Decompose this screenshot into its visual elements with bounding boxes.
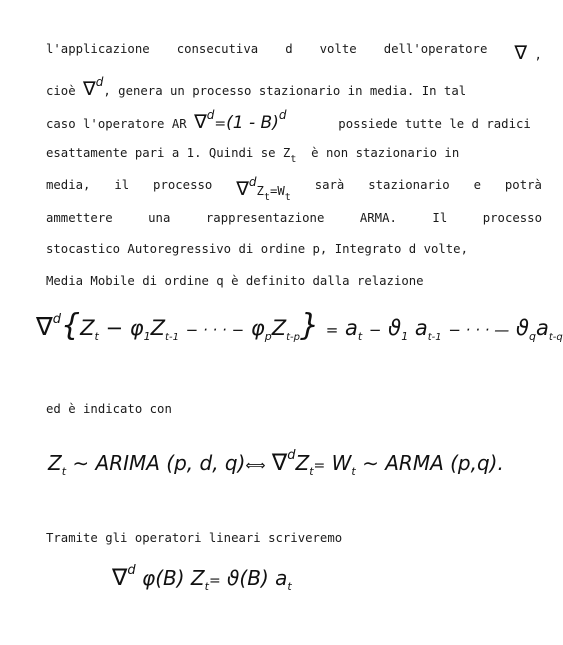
subscript: t — [357, 330, 363, 343]
arima-arguments: (p, d, q) — [166, 451, 246, 475]
word: potrà — [504, 178, 542, 192]
period: . — [497, 451, 504, 475]
theta-symbol: ϑ — [388, 316, 402, 340]
variable: =W — [269, 184, 285, 198]
text-line-tramite: Tramite gli operatori lineari scriveremo — [46, 531, 343, 545]
superscript: d — [287, 448, 296, 463]
phi-symbol: φ — [250, 316, 265, 340]
superscript: d — [95, 75, 104, 89]
word: una — [148, 211, 171, 225]
word: stazionario — [368, 178, 450, 192]
subscript: t-p — [286, 332, 300, 343]
equals-sign: = — [313, 458, 326, 474]
subscript: q — [529, 330, 536, 343]
operator-argument: (B) — [155, 566, 185, 590]
word: il — [114, 178, 130, 192]
text-run: possiede tutte le d radici — [338, 117, 531, 131]
tilde-symbol: ∼ — [362, 451, 379, 475]
subscript: t — [287, 580, 292, 593]
subscript: t-1 — [165, 332, 179, 343]
variable: W — [331, 451, 352, 475]
minus-sign: − — [105, 316, 124, 340]
phi-symbol: φ — [129, 316, 144, 340]
subscript: t — [351, 465, 356, 478]
tilde-symbol: ∼ — [72, 451, 90, 475]
equals-sign: = — [325, 321, 339, 339]
ellipsis: − · · · — — [448, 321, 510, 339]
subscript: t-q — [548, 332, 563, 343]
text-line-ed: ed è indicato con — [46, 402, 172, 416]
word: ARMA. — [359, 211, 397, 225]
variable: Z — [150, 316, 166, 340]
text-run: esattamente pari a 1. Quindi se — [46, 146, 276, 160]
variable: a — [275, 566, 288, 590]
word: Il — [432, 211, 448, 225]
subscript: 1 — [143, 330, 151, 343]
nabla-symbol: ∇ — [112, 565, 128, 591]
phi-symbol: φ — [142, 566, 156, 590]
variable: Z — [271, 316, 287, 340]
text-run: è non stazionario in — [311, 146, 460, 160]
variable: Z — [256, 184, 264, 198]
superscript: d — [278, 108, 287, 122]
minus-sign: − — [368, 321, 382, 339]
subscript: t — [309, 465, 314, 478]
variable: Z — [48, 451, 62, 475]
equation-arima-notation — [48, 450, 504, 476]
superscript: d — [206, 108, 215, 122]
word: sarà — [314, 178, 345, 192]
equals-sign: = — [214, 116, 227, 132]
nabla-symbol: ∇ — [194, 111, 207, 133]
subscript: t — [61, 465, 67, 478]
left-brace: { — [61, 308, 81, 343]
text-line-8: Media Mobile di ordine q è definito dalla relazione — [46, 274, 424, 288]
nabla-symbol: ∇ — [83, 78, 96, 100]
right-brace: } — [299, 308, 320, 343]
word: rappresentazione — [205, 211, 325, 225]
word: media, — [46, 178, 91, 192]
arma-label: ARMA — [385, 451, 444, 475]
word: consecutiva — [176, 42, 259, 56]
text-line-3 — [46, 108, 542, 133]
variable: a — [345, 316, 358, 340]
text-line-4 — [46, 146, 542, 165]
subscript: t — [290, 154, 297, 165]
arima-label: ARIMA — [95, 451, 160, 475]
text-line-1 — [46, 42, 542, 64]
variable: a — [535, 316, 549, 340]
variable: Z — [190, 566, 205, 590]
text-line-7: stocastico Autoregressivo di ordine p, Integrato d volte, — [46, 242, 468, 256]
theta-symbol: ϑ — [227, 566, 240, 590]
word: l'applicazione — [46, 42, 150, 56]
ellipsis: − · · · − — [185, 321, 245, 339]
text-line-6 — [46, 211, 542, 225]
superscript: d — [248, 175, 257, 189]
equivalence-arrow: ⟺ — [245, 458, 266, 474]
word: cioè — [46, 84, 76, 98]
word: d — [285, 42, 293, 56]
equation-operator-form — [112, 565, 292, 591]
nabla-symbol: ∇ — [36, 312, 53, 341]
variable: Z — [80, 316, 95, 340]
subscript: t — [204, 580, 209, 593]
nabla-symbol: ∇ — [514, 42, 528, 64]
nabla-symbol: ∇ — [271, 450, 288, 476]
word: volte — [319, 42, 357, 56]
word: , — [534, 48, 542, 62]
operator-argument: (B) — [239, 566, 269, 590]
nabla-symbol: ∇ — [236, 178, 249, 200]
variable: Z — [295, 451, 310, 475]
theta-symbol: ϑ — [515, 316, 529, 340]
expression: (1 - B) — [226, 113, 279, 133]
text-line-5 — [46, 175, 542, 203]
word: processo — [482, 211, 542, 225]
word: ammettere — [46, 211, 113, 225]
variable: a — [414, 316, 428, 340]
text-run: caso l'operatore AR — [46, 117, 187, 131]
subscript: t — [263, 192, 270, 203]
word: e — [473, 178, 481, 192]
text-line-2 — [46, 75, 542, 100]
variable: Z — [282, 146, 291, 160]
subscript: p — [264, 330, 272, 343]
text-run: , genera un processo stazionario in media. In tal — [103, 84, 467, 98]
equation-arima-definition — [36, 308, 563, 343]
subscript: 1 — [401, 330, 409, 343]
arma-arguments: (p,q) — [450, 451, 498, 475]
superscript: d — [127, 563, 136, 578]
subscript: t-1 — [427, 332, 442, 343]
word: processo — [153, 178, 213, 192]
subscript: t — [284, 192, 291, 203]
equals-sign: = — [208, 573, 221, 589]
subscript: t — [94, 330, 99, 343]
word: dell'operatore — [383, 42, 488, 56]
superscript: d — [52, 312, 61, 327]
